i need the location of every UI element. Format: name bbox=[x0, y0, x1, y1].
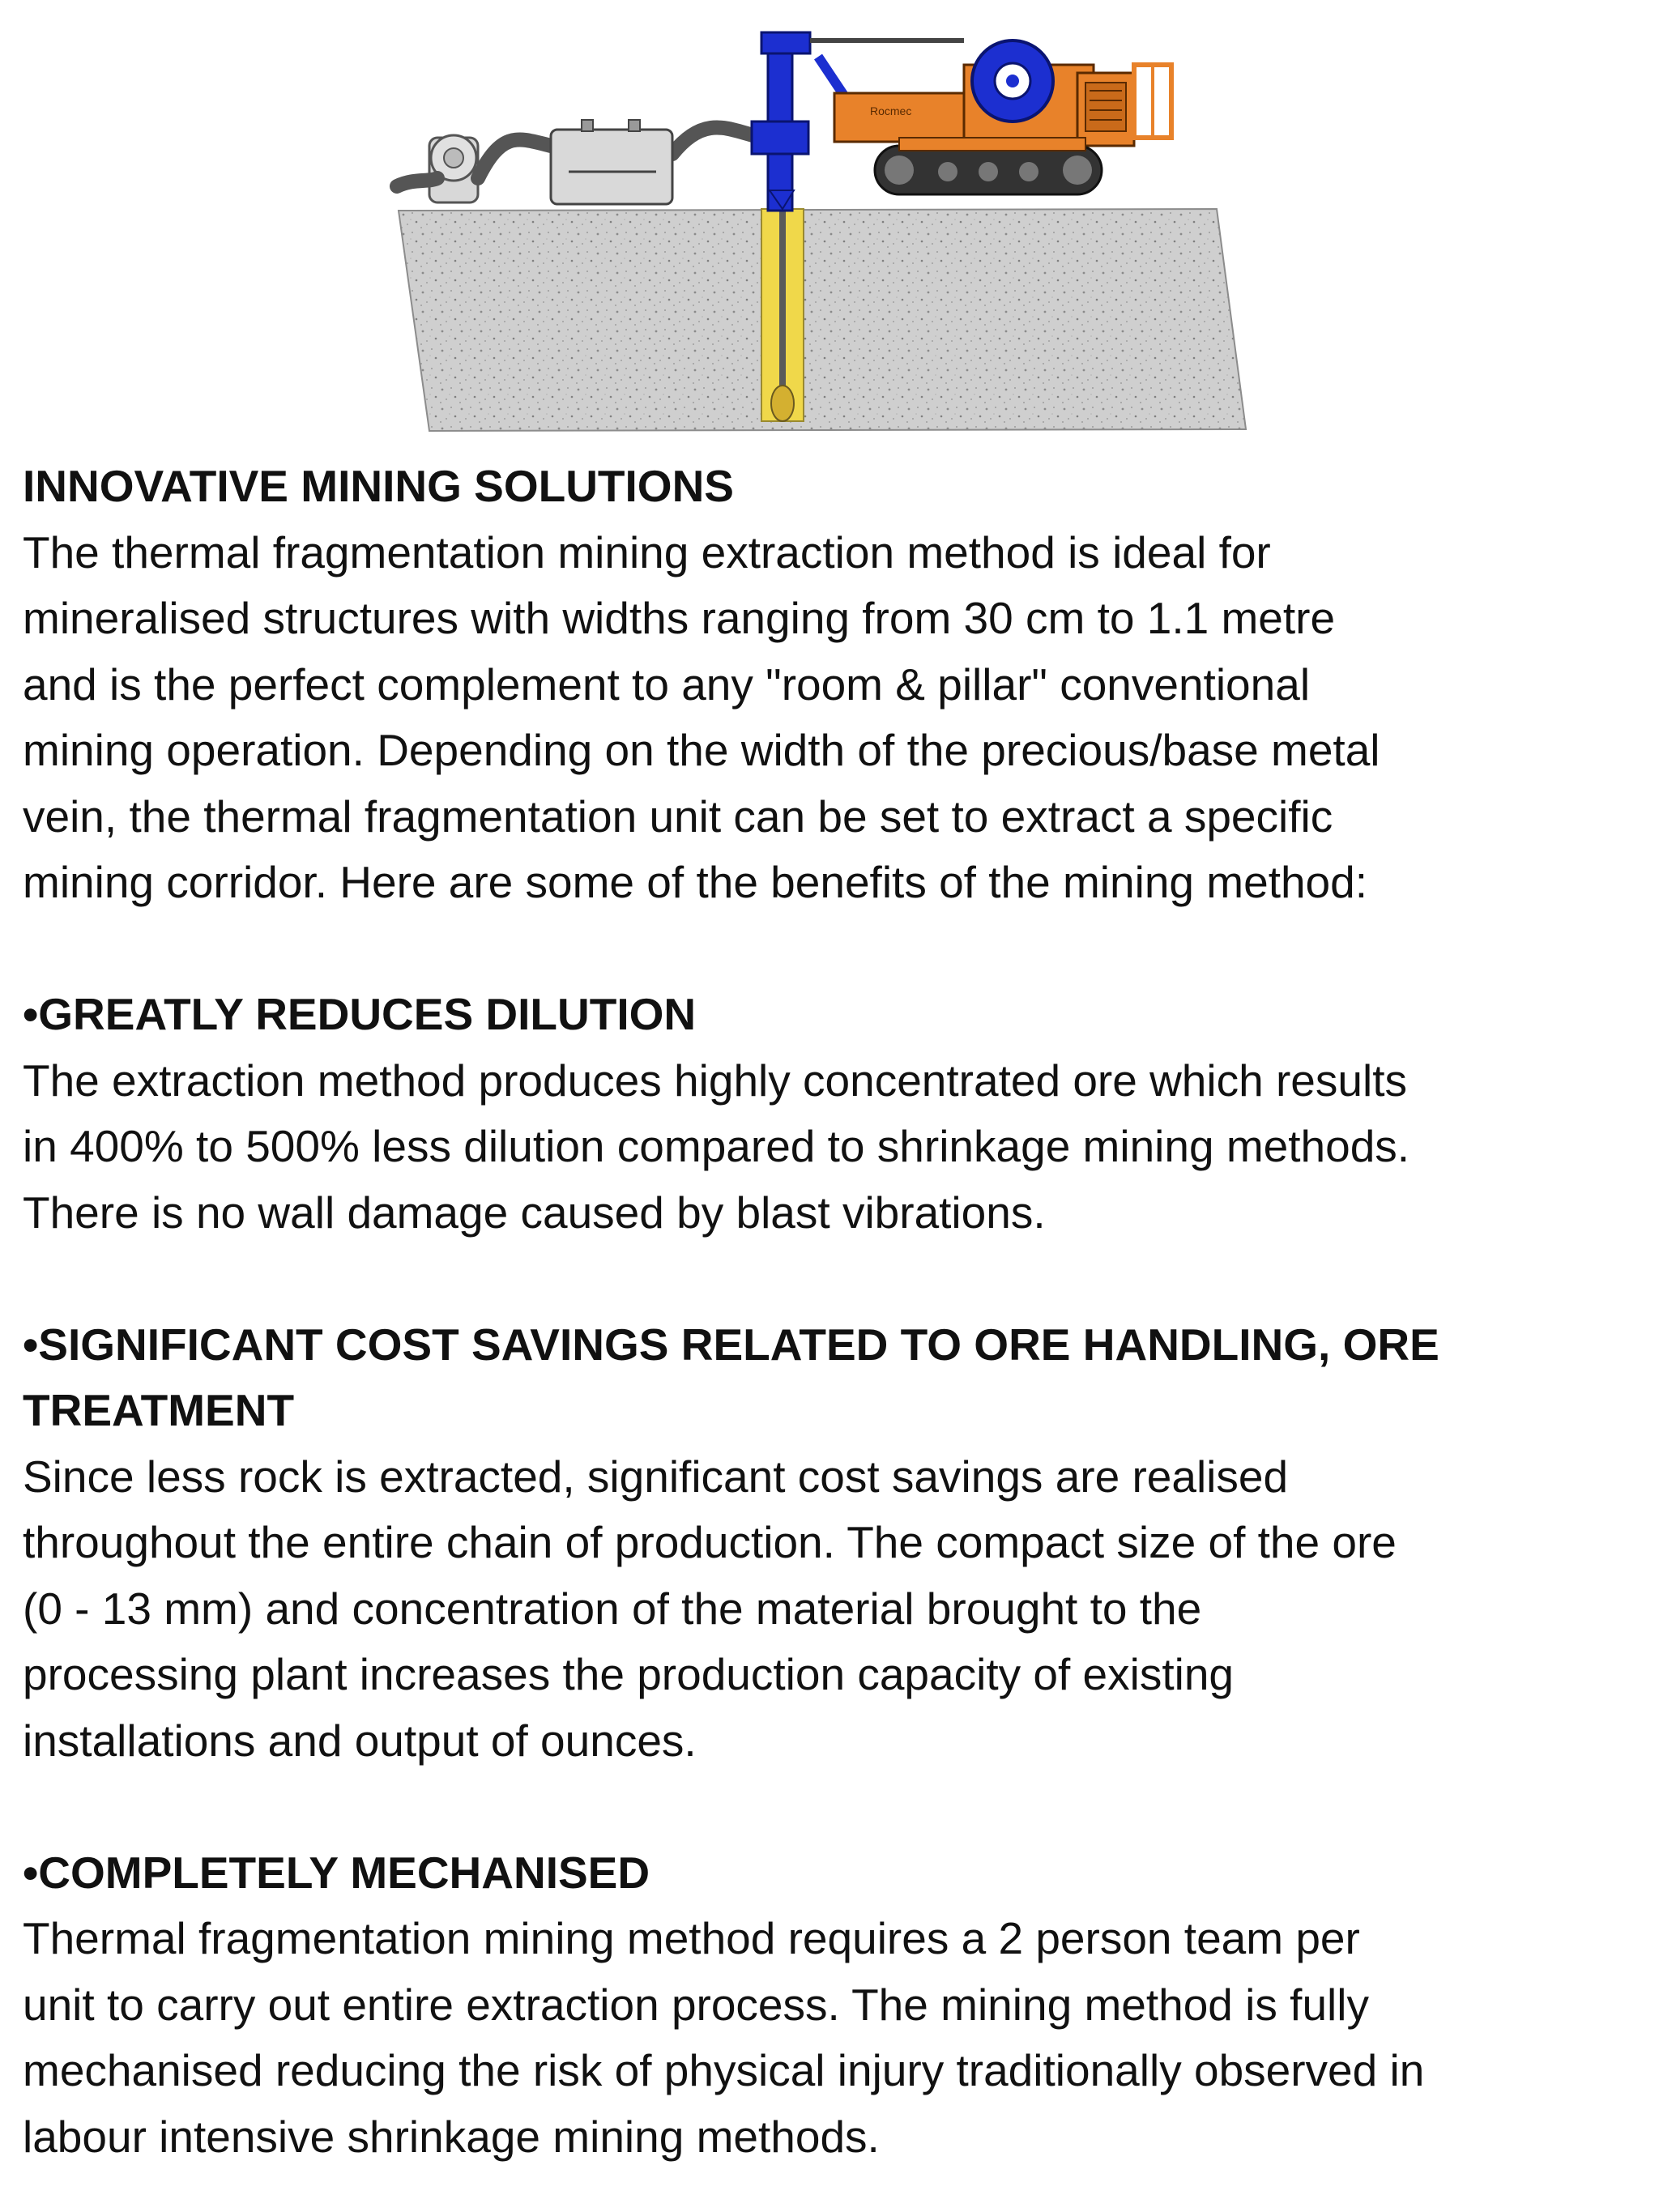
benefit-cost-savings bbox=[23, 1312, 1639, 1775]
benefit-mechanised bbox=[23, 1840, 1639, 2171]
benefit-line: throughout the entire chain of production. The compact size of the ore bbox=[23, 1517, 1397, 1567]
intro-section bbox=[23, 454, 1639, 916]
benefit-line: The extraction method produces highly concentrated ore which results bbox=[23, 1055, 1407, 1106]
blower-unit bbox=[429, 135, 478, 202]
benefit-line: labour intensive shrinkage mining methods. bbox=[23, 2111, 880, 2162]
benefit-heading: •SIGNIFICANT COST SAVINGS RELATED TO ORE HANDLING, ORE bbox=[23, 1319, 1439, 1370]
intro-line: mining corridor. Here are some of the benefits of the mining method: bbox=[23, 857, 1368, 907]
intro-line: vein, the thermal fragmentation unit can be set to extract a specific bbox=[23, 791, 1333, 842]
page-title: INNOVATIVE MINING SOLUTIONS bbox=[23, 461, 734, 511]
benefit-dilution bbox=[23, 982, 1639, 1246]
intro-line: and is the perfect complement to any "room & pillar" conventional bbox=[23, 658, 1311, 710]
mining-machine-illustration bbox=[381, 16, 1256, 437]
intro-line: mineralised structures with widths ranging from 30 cm to 1.1 metre bbox=[23, 593, 1336, 643]
drill-bit bbox=[771, 386, 794, 421]
benefit-line: installations and output of ounces. bbox=[23, 1715, 697, 1766]
drill-rig bbox=[834, 40, 1171, 194]
benefit-line: Thermal fragmentation mining method requires a 2 person team per bbox=[23, 1913, 1360, 1963]
benefit-line: Since less rock is extracted, significant cost savings are realised bbox=[23, 1451, 1289, 1502]
intro-line: The thermal fragmentation mining extraction method is ideal for bbox=[23, 526, 1271, 578]
fuel-tank bbox=[551, 120, 672, 204]
benefit-heading: •GREATLY REDUCES DILUTION bbox=[23, 989, 697, 1039]
benefit-line: mechanised reducing the risk of physical injury traditionally observed in bbox=[23, 2045, 1425, 2095]
benefit-line: unit to carry out entire extraction process. The mining method is fully bbox=[23, 1979, 1369, 2030]
benefit-line: (0 - 13 mm) and concentration of the material brought to the bbox=[23, 1583, 1202, 1634]
rock-ground bbox=[399, 209, 1246, 431]
benefit-line: There is no wall damage caused by blast vibrations. bbox=[23, 1187, 1046, 1238]
benefit-line: processing plant increases the production capacity of existing bbox=[23, 1649, 1235, 1699]
article-body bbox=[23, 454, 1639, 2170]
benefit-heading: TREATMENT bbox=[23, 1385, 295, 1435]
benefit-heading: •COMPLETELY MECHANISED bbox=[23, 1847, 650, 1898]
benefit-line: in 400% to 500% less dilution compared to shrinkage mining methods. bbox=[23, 1121, 1410, 1171]
air-hose bbox=[397, 178, 437, 186]
intro-line: mining operation. Depending on the width of the precious/base metal bbox=[23, 725, 1380, 775]
machine-brand-label: Rocmec bbox=[870, 104, 912, 117]
